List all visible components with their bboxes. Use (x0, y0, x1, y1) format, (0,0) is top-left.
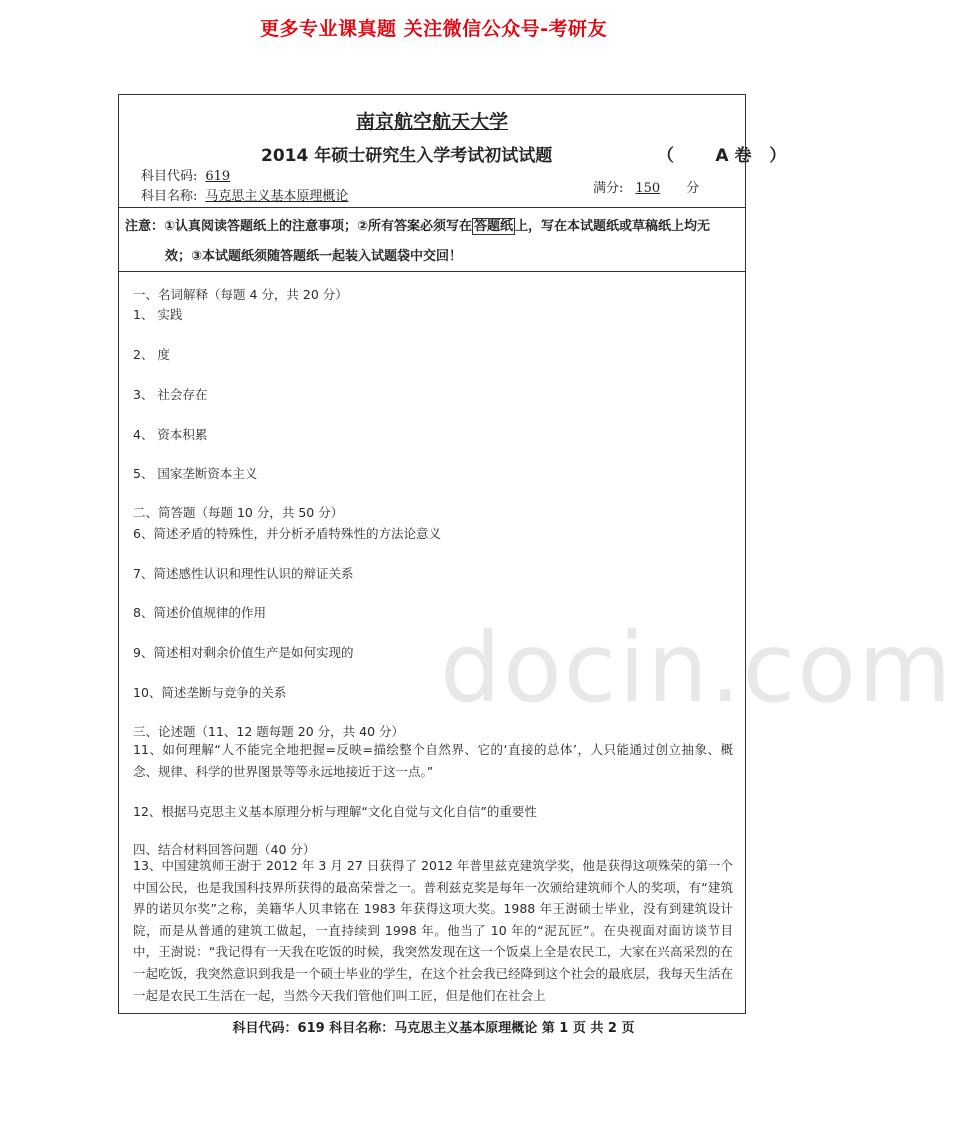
full-score-label: 满分: (593, 181, 624, 196)
question-9: 9、简述相对剩余价值生产是如何实现的 (133, 645, 354, 660)
divider-top (119, 207, 745, 208)
school-title: 南京航空航天大学 (355, 111, 508, 133)
notice-line-1: 注意：①认真阅读答题纸上的注意事项；②所有答案必须写在 答题纸 上，写在本试题纸或草稿纸上均无 (125, 219, 711, 234)
full-score-unit: 分 (686, 181, 700, 196)
notice-label: 注意： (125, 219, 165, 234)
question-13: 13、中国建筑师王澍于 2012 年 3 月 27 日获得了 2012 年普里兹克建筑学奖，他是获得这项殊荣的第一个中国公民，也是我国科技界所获得的最高荣誉之一。普利兹克奖是每年一次颁给建筑师个人的奖项，有“建筑界的诺贝尔奖”之称，美籍华人贝聿铭在 1983 年获得这项大奖。1988 年王澍硕士毕业，没有到建筑设计院，而是从普通的建筑工做起，一直持续到 1998 年。他当了 10 年的“泥瓦匠”。在央视面对面访谈节目中，王澍说：“我记得有一天我在吃饭的时候，我突然发现在这一个饭桌上全是农民工，大家在兴高采烈的在一起吃饭，我突然意识到我是一个硕士毕业的学生，在这个社会我已经降到这个社会的最底层，我每天生活在一起是农民工生活在一起，当然今天我们管他们叫工匠，但是他们在社会上 (133, 858, 734, 1003)
question-3: 3、 社会存在 (133, 387, 208, 402)
subject-name-value: 马克思主义基本原理概论 (205, 189, 349, 204)
question-12: 12、根据马克思主义基本原理分析与理解“文化自觉与文化自信”的重要性 (133, 804, 537, 819)
divider-bottom (119, 271, 745, 272)
question-1: 1、 实践 (133, 307, 183, 322)
promo-banner: 更多专业课真题 关注微信公众号-考研友 (259, 18, 607, 40)
watermark: docin.com (440, 612, 954, 724)
question-2: 2、 度 (133, 347, 170, 362)
section-4-heading: 四、结合材料回答问题（40 分） (133, 842, 316, 857)
question-4: 4、 资本积累 (133, 427, 208, 442)
subject-name-line (141, 185, 348, 204)
subject-code-line (141, 165, 230, 184)
question-8: 8、简述价值规律的作用 (133, 605, 266, 620)
question-11: 11、如何理解“人不能完全地把握=反映=描绘整个自然界、它的‘直接的总体’，人只能通过创立抽象、概念、规律、科学的世界图景等等永远地接近于这一点。” (133, 742, 733, 779)
full-score-line (593, 177, 699, 196)
question-7: 7、简述感性认识和理性认识的辩证关系 (133, 566, 354, 581)
section-1-heading: 一、名词解释（每题 4 分，共 20 分） (133, 287, 348, 302)
page-footer: 科目代码：619 科目名称：马克思主义基本原理概论 第 1 页 共 2 页 (232, 1021, 635, 1036)
notice-line-2: 效；③本试题纸须随答题纸一起装入试题袋中交回！ (165, 249, 463, 264)
question-5: 5、 国家垄断资本主义 (133, 466, 258, 481)
answer-sheet-boxed: 答题纸 (474, 219, 514, 234)
section-2-heading: 二、简答题（每题 10 分，共 50 分） (133, 505, 344, 520)
subject-code-value: 619 (205, 169, 231, 184)
exam-sheet (118, 94, 787, 1014)
question-6: 6、简述矛盾的特殊性，并分析矛盾特殊性的方法论意义 (133, 526, 441, 541)
question-10: 10、简述垄断与竞争的关系 (133, 685, 287, 700)
subject-name-label: 科目名称: (141, 189, 198, 204)
paper-type: （ A 卷 ） (657, 146, 787, 166)
full-score-value: 150 (635, 181, 661, 196)
section-3-heading: 三、论述题（11、12 题每题 20 分，共 40 分） (133, 724, 404, 739)
exam-title: 2014 年硕士研究生入学考试初试试题 (261, 146, 553, 166)
subject-code-label: 科目代码: (141, 169, 198, 184)
